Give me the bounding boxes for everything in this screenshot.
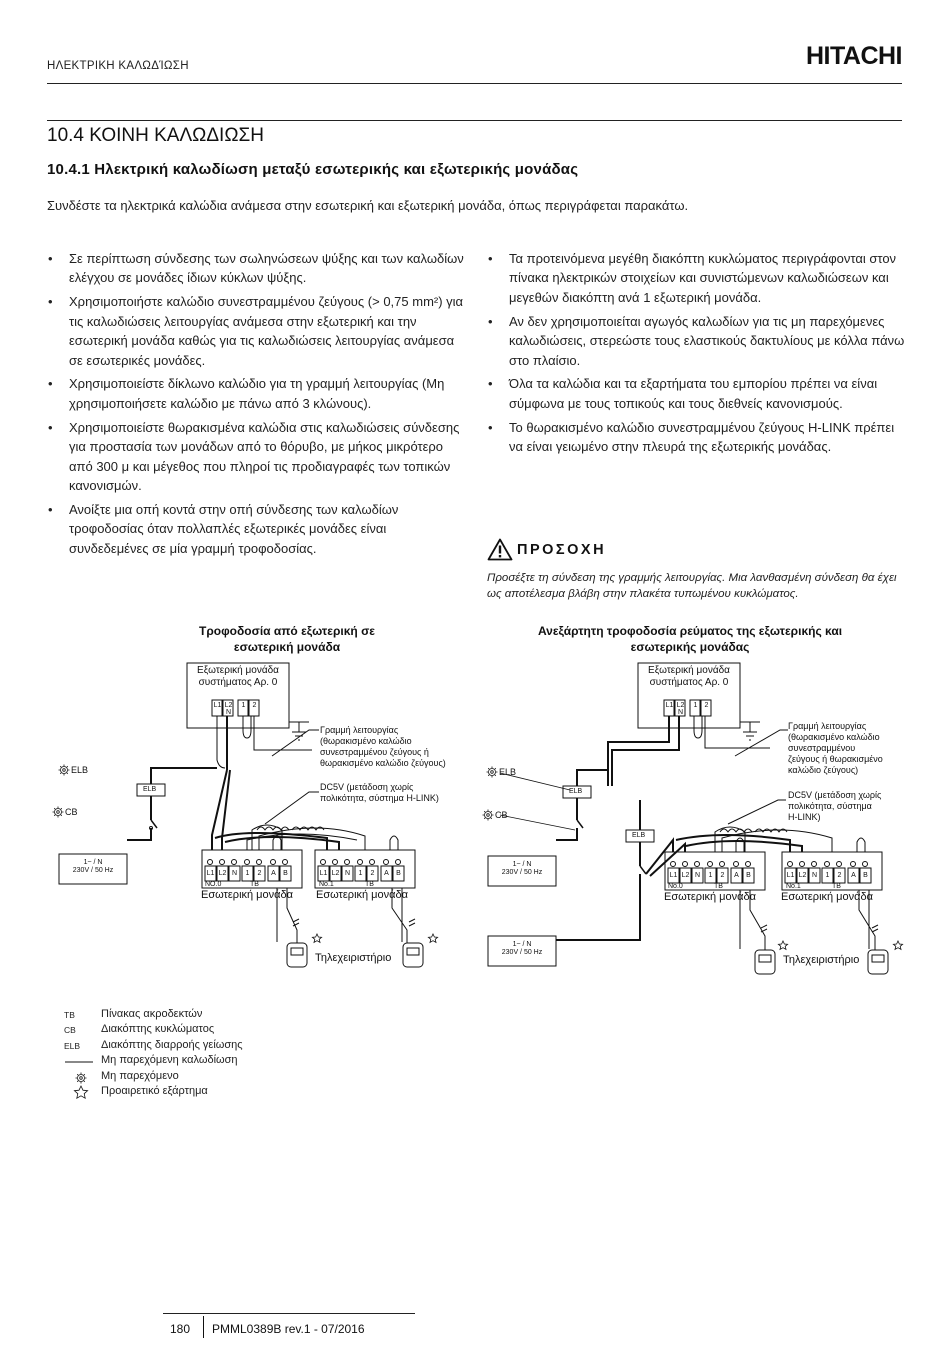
document-reference: PMML0389B rev.1 - 07/2016 bbox=[212, 1322, 365, 1336]
bullets-right-column bbox=[487, 249, 907, 461]
indoor-unit-1-label: Εσωτερική μονάδα bbox=[316, 889, 408, 901]
outdoor-terminal-label: L2 bbox=[676, 702, 685, 709]
gear-icon bbox=[66, 1071, 96, 1085]
bullet-item: • Χρησιμοποιείστε θωρακισμένα καλώδια στις καλωδιώσεις σύνδεσης για προστασία των μονάδων από το θόρυβο, με μήκος μικρότερο από 300 μ και μέγεθος που πληροί τις προδιαγραφές των τοπικών κανονισμών. bbox=[47, 418, 467, 496]
diagram-left-title-line: Τροφοδοσία από εξωτερική σε bbox=[199, 624, 375, 638]
indoor-terminal-label: A bbox=[384, 870, 389, 877]
legend-key: CB bbox=[64, 1025, 76, 1036]
header-section-label: ΗΛΕΚΤΡΙΚΗ ΚΑΛΩΔΊΩΣΗ bbox=[47, 60, 189, 72]
bullet-item: • Όλα τα καλώδια και τα εξαρτήματα του εμπορίου πρέπει να είναι σύμφωνα με τους τοπικούς και τους διεθνείς κανονισμούς. bbox=[487, 374, 907, 413]
power-supply-label bbox=[59, 859, 127, 875]
dc5v-text: DC5V (μετάδοση χωρίς bbox=[320, 782, 414, 792]
indoor-terminal-label: 1 bbox=[358, 870, 363, 877]
indoor-terminal-label: L2 bbox=[218, 870, 227, 877]
outdoor-unit-label bbox=[638, 665, 740, 689]
caution-heading bbox=[487, 538, 606, 561]
indoor-terminal-label: B bbox=[396, 870, 401, 877]
legend-value: Μη παρεχόμενη καλωδίωση bbox=[101, 1054, 238, 1067]
diagram-left-title-line: εσωτερική μονάδα bbox=[233, 640, 341, 654]
indoor-unit-1-tb: TB bbox=[832, 883, 841, 890]
cb-label: CB bbox=[495, 810, 508, 820]
legend-key: ELB bbox=[64, 1040, 81, 1051]
outdoor-terminal-label: 2 bbox=[252, 702, 257, 709]
power-supply-line: 230V / 50 Hz bbox=[501, 869, 543, 876]
dc5v-text: πολικότητα, σύστημα bbox=[788, 801, 872, 811]
line-icon bbox=[64, 1057, 94, 1067]
operation-line-text: ζεύγους ή θωρακισμένο bbox=[788, 754, 883, 764]
outdoor-terminal-label: L1 bbox=[213, 702, 222, 709]
indoor-unit-0-label: Εσωτερική μονάδα bbox=[664, 891, 756, 903]
bullet-item: • Ανοίξτε μια οπή κοντά στην οπή σύνδεσης των καλωδίων τροφοδοσίας όταν πολλαπλές εξωτερικές μονάδες είναι συνδεδεμένες σε μία γραμμή τροφοδοσίας. bbox=[47, 500, 467, 558]
dc5v-text: DC5V (μετάδοση χωρίς bbox=[788, 790, 882, 800]
indoor-terminal-label: 2 bbox=[837, 872, 842, 879]
outdoor-terminal-n-label: N bbox=[677, 709, 684, 716]
indoor-terminal-label: B bbox=[863, 872, 868, 879]
indoor-terminal-label: L1 bbox=[786, 872, 795, 879]
section-subtitle: 10.4.1 Ηλεκτρική καλωδίωση μεταξύ εσωτερικής και εξωτερικής μονάδας bbox=[47, 161, 579, 178]
indoor-terminal-label: N bbox=[811, 872, 818, 879]
outdoor-terminal-n-label: N bbox=[225, 709, 232, 716]
indoor-terminal-label: 2 bbox=[257, 870, 262, 877]
operation-line-text: συνεστραμμένου ζεύγους ή bbox=[320, 747, 429, 757]
indoor-unit-0-tb: TB bbox=[250, 881, 259, 888]
bullet-item: • Χρησιμοποιήστε καλώδιο συνεστραμμένου ζεύγους (> 0,75 mm²) για τις καλωδιώσεις λειτουργίας ανάμεσα στην εξωτερική και την εσωτερική μονάδα καθώς για τις καλωδιώσεις λειτουργίας ανάμεσα σε εσωτερικές μονάδες. bbox=[47, 292, 467, 370]
indoor-terminal-label: 2 bbox=[720, 872, 725, 879]
operation-line-text: (θωρακισμένο καλώδιο bbox=[320, 736, 412, 746]
power-supply-line: 1~ / N bbox=[83, 859, 103, 866]
operation-line-text: Γραμμή λειτουργίας bbox=[320, 725, 399, 735]
header-divider bbox=[47, 83, 902, 84]
elb-box-label: ELB bbox=[143, 786, 157, 793]
indoor-terminal-label: B bbox=[746, 872, 751, 879]
operation-line-label bbox=[320, 725, 446, 769]
caution-title: ΠΡΟΣΟΧΗ bbox=[517, 541, 607, 558]
bullet-item: • Σε περίπτωση σύνδεσης των σωληνώσεων ψύξης και των καλωδίων ελέγχου σε μονάδες ίδιων κύκλων ψύξης. bbox=[47, 249, 467, 288]
legend-value: Πίνακας ακροδεκτών bbox=[101, 1008, 203, 1020]
diagram-left-title bbox=[137, 623, 437, 655]
indoor-unit-1-number: No.1 bbox=[319, 881, 334, 888]
indoor-terminal-label: L2 bbox=[681, 872, 690, 879]
diagram-right-title-line: Ανεξάρτητη τροφοδοσία ρεύματος της εξωτερικής και bbox=[537, 624, 843, 638]
footer-separator bbox=[203, 1316, 204, 1338]
operation-line-text: Γραμμή λειτουργίας bbox=[788, 721, 867, 731]
indoor-unit-1-tb: TB bbox=[365, 881, 374, 888]
indoor-terminal-label: A bbox=[734, 872, 739, 879]
indoor-unit-0-number: NO.0 bbox=[205, 881, 222, 888]
outdoor-terminal-label: L1 bbox=[665, 702, 674, 709]
operation-line-text: καλώδιο ζεύγους) bbox=[788, 765, 859, 775]
optional-star-icon bbox=[778, 941, 902, 949]
cb-label: CB bbox=[65, 807, 78, 817]
section-title: 10.4 ΚΟΙΝΗ ΚΑΛΩΔΙΩΣΗ bbox=[47, 125, 265, 146]
indoor-terminal-label: 1 bbox=[825, 872, 830, 879]
elb-box-label: ELB bbox=[632, 832, 646, 839]
power-supply-label-outdoor bbox=[488, 861, 556, 877]
diagram-right-title-line: εσωτερικής μονάδας bbox=[630, 640, 750, 654]
power-supply-label-indoor bbox=[488, 941, 556, 957]
indoor-terminal-label: L1 bbox=[669, 872, 678, 879]
operation-line-text: (θωρακισμένο καλώδιο bbox=[788, 732, 880, 742]
power-supply-line: 1~ / N bbox=[512, 861, 532, 868]
outdoor-unit-label-line: συστήματος Αρ. 0 bbox=[649, 677, 729, 688]
remote-controller-label: Τηλεχειριστήριο bbox=[783, 954, 860, 966]
wiring-diagram-independent-supply bbox=[480, 660, 920, 980]
indoor-terminal-label: N bbox=[694, 872, 701, 879]
outdoor-unit-label-line: Εξωτερική μονάδα bbox=[648, 665, 730, 676]
wiring-diagram-outdoor-to-indoor bbox=[47, 660, 467, 980]
bullets-left-column bbox=[47, 249, 467, 563]
dc5v-label bbox=[320, 782, 439, 804]
intro-paragraph: Συνδέστε τα ηλεκτρικά καλώδια ανάμεσα στην εσωτερική και εξωτερική μονάδα, όπως περιγράφεται παρακάτω. bbox=[47, 198, 689, 213]
dc5v-text: H-LINK) bbox=[788, 812, 821, 822]
indoor-unit-0-tb: TB bbox=[714, 883, 723, 890]
operation-line-label bbox=[788, 721, 883, 776]
star-icon bbox=[66, 1085, 96, 1100]
outdoor-unit-label-line: Εξωτερική μονάδα bbox=[197, 665, 279, 676]
outdoor-terminal-label: 1 bbox=[693, 702, 698, 709]
diagram-right-title bbox=[505, 623, 875, 655]
elb-label: ELB bbox=[71, 765, 89, 775]
warning-triangle-icon bbox=[487, 538, 513, 561]
legend-value: Διακόπτης διαρροής γείωσης bbox=[101, 1038, 243, 1051]
indoor-unit-0-label: Εσωτερική μονάδα bbox=[201, 889, 293, 901]
elb-box-label: ELB bbox=[569, 788, 583, 795]
bullet-item: • Τα προτεινόμενα μεγέθη διακόπτη κυκλώματος περιγράφονται στον πίνακα ηλεκτρικών στοιχείων και συνιστώμενων καλωδιώσεων και μεγεθών διακόπτη ανά 1 εξωτερική μονάδα. bbox=[487, 249, 907, 307]
legend-value: Προαιρετικό εξάρτημα bbox=[101, 1084, 208, 1097]
outdoor-unit-label-line: συστήματος Αρ. 0 bbox=[198, 677, 278, 688]
indoor-terminal-label: A bbox=[851, 872, 856, 879]
section-divider bbox=[47, 120, 902, 121]
indoor-unit-1-label: Εσωτερική μονάδα bbox=[781, 891, 873, 903]
outdoor-terminal-label: L2 bbox=[224, 702, 233, 709]
indoor-unit-0-number: No.0 bbox=[668, 883, 683, 890]
elb-label: ELB bbox=[499, 767, 517, 777]
indoor-unit-1-number: No.1 bbox=[786, 883, 801, 890]
indoor-terminal-label: N bbox=[231, 870, 238, 877]
remote-controller-label: Τηλεχειριστήριο bbox=[315, 952, 392, 964]
power-supply-line: 230V / 50 Hz bbox=[501, 949, 543, 956]
hitachi-logo: HITACHI bbox=[805, 42, 902, 70]
legend-value: Μη παρεχόμενο bbox=[101, 1069, 179, 1082]
indoor-terminal-label: 1 bbox=[245, 870, 250, 877]
caution-text: Προσέξτε τη σύνδεση της γραμμής λειτουργίας. Μια λανθασμένη σύνδεση θα έχει ως αποτέλεσμα βλάβη στην πλακέτα τυπωμένου κυκλώματος. bbox=[487, 572, 897, 600]
power-supply-line: 230V / 50 Hz bbox=[72, 867, 114, 874]
indoor-terminal-label: A bbox=[271, 870, 276, 877]
indoor-terminal-label: N bbox=[344, 870, 351, 877]
operation-line-text: θωρακισμένο καλώδιο ζεύγους) bbox=[320, 758, 446, 768]
legend-key: TB bbox=[64, 1010, 75, 1020]
indoor-terminal-label: L2 bbox=[798, 872, 807, 879]
outdoor-terminal-label: 2 bbox=[704, 702, 709, 709]
indoor-terminal-label: L1 bbox=[319, 870, 328, 877]
dc5v-label bbox=[788, 790, 881, 823]
dc5v-text: πολικότητα, σύστημα H-LINK) bbox=[320, 793, 439, 803]
operation-line-text: συνεστραμμένου bbox=[788, 743, 856, 753]
indoor-terminal-label: 2 bbox=[370, 870, 375, 877]
outdoor-terminal-label: 1 bbox=[241, 702, 246, 709]
legend-value: Διακόπτης κυκλώματος bbox=[101, 1023, 215, 1036]
indoor-terminal-label: L1 bbox=[206, 870, 215, 877]
indoor-terminal-label: L2 bbox=[331, 870, 340, 877]
bullet-item: • Χρησιμοποιείστε δίκλωνο καλώδιο για τη γραμμή λειτουργίας (Μη χρησιμοποιήσετε καλώδιο με πάνω από 3 κλώνους). bbox=[47, 374, 467, 413]
indoor-terminal-label: 1 bbox=[708, 872, 713, 879]
power-supply-line: 1~ / N bbox=[512, 941, 532, 948]
indoor-terminal-label: B bbox=[283, 870, 288, 877]
outdoor-unit-label bbox=[187, 665, 289, 689]
optional-star-icon bbox=[312, 934, 437, 942]
bullet-item: • Αν δεν χρησιμοποιείται αγωγός καλωδίων για τις μη παρεχόμενες καλωδιώσεις, στερεώστε τους ελαστικούς δακτυλίους με κόλλα πάνω στο πλαίσιο. bbox=[487, 312, 907, 370]
footer-divider bbox=[163, 1313, 415, 1314]
bullet-item: • Το θωρακισμένο καλώδιο συνεστραμμένου ζεύγους H-LINK πρέπει να είναι γειωμένο στην πλευρά της εξωτερικής μονάδας. bbox=[487, 418, 907, 457]
page-number: 180 bbox=[170, 1322, 191, 1336]
